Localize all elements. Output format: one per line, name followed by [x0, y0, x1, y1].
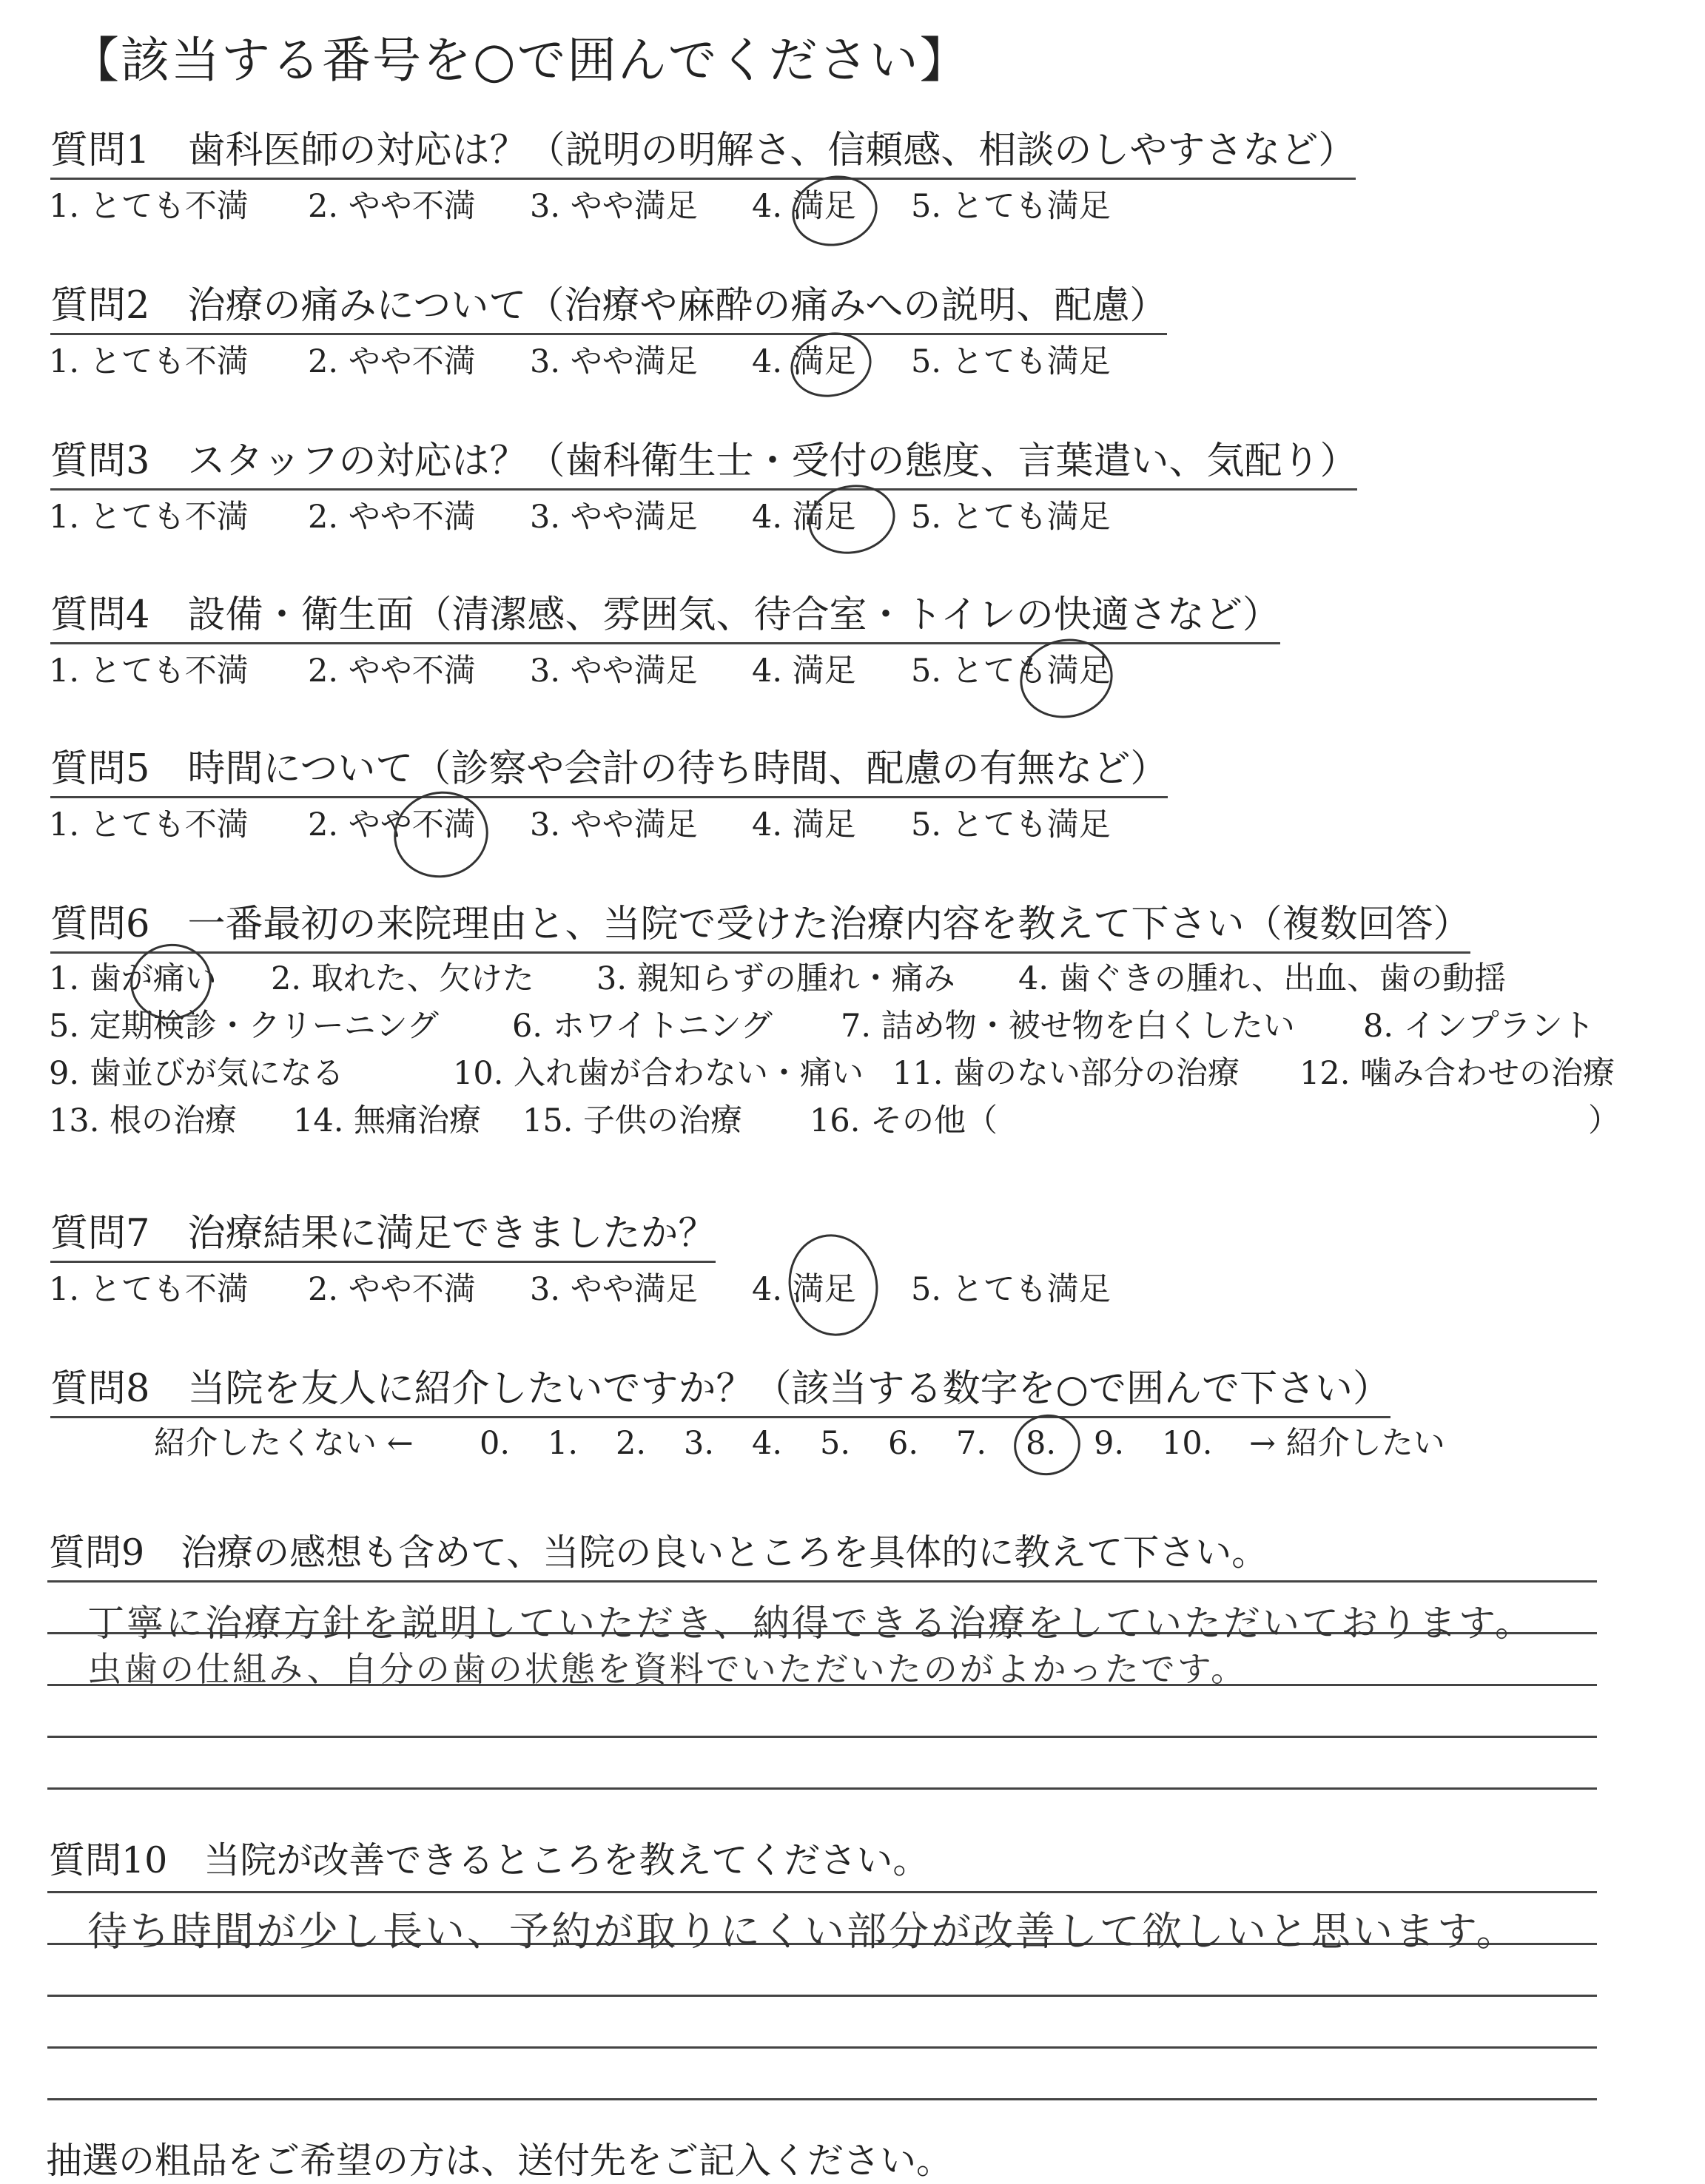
q7-option-3[interactable]: 3. やや満足 [530, 1271, 698, 1308]
q8-option-8[interactable]: 8. [1026, 1425, 1057, 1462]
q2-option-2[interactable]: 2. やや不満 [308, 343, 476, 380]
q10-answer-line-1[interactable]: 待ち時間が少し長い、予約が取りにくい部分が改善して欲しいと思います。 [87, 1908, 1519, 1955]
q6-option-5[interactable]: 5. 定期検診・クリーニング [49, 1008, 439, 1045]
q7-answer-circle [779, 1226, 887, 1344]
q6-option-3[interactable]: 3. 親知らずの腫れ・痛み [596, 960, 955, 997]
q6-option-2[interactable]: 2. 取れた、欠けた [271, 960, 534, 997]
q4-title: 質問4 設備・衛生面（清潔感、雰囲気、待合室・トイレの快適さなど） [50, 592, 1280, 644]
page-header: 【該当する番号を○で囲んでください】 [70, 32, 970, 89]
q5-option-1[interactable]: 1. とても不満 [49, 806, 249, 843]
q3-option-4[interactable]: 4. 満足 [752, 499, 856, 536]
q4-option-2[interactable]: 2. やや不満 [308, 653, 476, 690]
q6-options [49, 959, 1662, 1151]
q5-title: 質問5 時間について（診察や会計の待ち時間、配慮の有無など） [50, 746, 1168, 798]
q5-option-2[interactable]: 2. やや不満 [308, 806, 476, 843]
q4-option-1[interactable]: 1. とても不満 [49, 653, 249, 690]
q6-option-14[interactable]: 14. 無痛治療 [293, 1102, 482, 1139]
q7-title: 質問7 治療結果に満足できましたか？ [50, 1210, 716, 1263]
q6-option-11[interactable]: 11. 歯のない部分の治療 [892, 1055, 1240, 1092]
q8-option-5[interactable]: 5. [820, 1425, 851, 1462]
q6-option-1[interactable]: 1. 歯が痛い [49, 960, 217, 997]
q7-option-5[interactable]: 5. とても満足 [911, 1271, 1111, 1308]
footer-note: 抽選の粗品をご希望の方は、送付先をご記入ください。 [46, 2140, 953, 2182]
q1-answer-circle [785, 168, 884, 254]
q8-option-7[interactable]: 7. [956, 1425, 987, 1462]
q6-option-6[interactable]: 6. ホワイトニング [512, 1008, 773, 1045]
q8-option-3[interactable]: 3. [684, 1425, 715, 1462]
q3-options [49, 497, 1159, 539]
q9-answer-line-2[interactable]: 虫歯の仕組み、自分の歯の状態を資料でいただいたのがよかったです。 [87, 1649, 1248, 1689]
q4-answer-circle [1012, 630, 1120, 727]
q8-left-label: 紹介したくない ← [154, 1425, 414, 1462]
q3-option-1[interactable]: 1. とても不満 [49, 499, 249, 536]
q2-option-4[interactable]: 4. 満足 [752, 343, 856, 380]
q6-option-12[interactable]: 12. 噛み合わせの治療 [1299, 1055, 1615, 1092]
q6-option-13[interactable]: 13. 根の治療 [49, 1102, 238, 1139]
q3-option-3[interactable]: 3. やや満足 [530, 499, 698, 536]
q2-option-5[interactable]: 5. とても満足 [911, 343, 1111, 380]
q4-option-4[interactable]: 4. 満足 [752, 653, 856, 690]
q4-option-5[interactable]: 5. とても満足 [911, 653, 1111, 690]
q1-title: 質問1 歯科医師の対応は？（説明の明解さ、信頼感、相談のしやすさなど） [50, 127, 1356, 180]
q4-option-3[interactable]: 3. やや満足 [530, 653, 698, 690]
q4-options [49, 651, 1159, 692]
q5-option-5[interactable]: 5. とても満足 [911, 806, 1111, 843]
q8-scale [154, 1423, 1560, 1465]
q6-option-4[interactable]: 4. 歯ぐきの腫れ、出血、歯の動揺 [1018, 960, 1507, 997]
q10-line-5 [47, 2098, 1597, 2100]
q1-option-4[interactable]: 4. 満足 [752, 188, 856, 225]
q8-option-0[interactable]: 0. [480, 1425, 511, 1462]
q6-other-close-paren: ） [1588, 1102, 1620, 1139]
q9-title: 質問9 治療の感想も含めて、当院の良いところを具体的に教えて下さい。 [49, 1531, 1268, 1574]
q3-option-5[interactable]: 5. とても満足 [911, 499, 1111, 536]
q6-option-8[interactable]: 8. インプラント [1363, 1008, 1595, 1045]
q2-answer-circle [784, 326, 877, 405]
q10-title: 質問10 当院が改善できるところを教えてください。 [49, 1839, 929, 1881]
q1-option-3[interactable]: 3. やや満足 [530, 188, 698, 225]
q2-option-1[interactable]: 1. とても不満 [49, 343, 249, 380]
q2-option-3[interactable]: 3. やや満足 [530, 343, 698, 380]
q8-option-9[interactable]: 9. [1094, 1425, 1125, 1462]
q8-option-4[interactable]: 4. [752, 1425, 783, 1462]
q9-line-4 [47, 1736, 1597, 1738]
q10-line-4 [47, 2046, 1597, 2049]
q6-option-16[interactable]: 16. その他（ [810, 1102, 998, 1139]
q1-option-2[interactable]: 2. やや不満 [308, 188, 476, 225]
q10-line-3 [47, 1995, 1597, 1997]
q2-options [49, 342, 1159, 383]
q6-title: 質問6 一番最初の来院理由と、当院で受けた治療内容を教えて下さい（複数回答） [50, 901, 1470, 954]
q8-title: 質問8 当院を友人に紹介したいですか？（該当する数字を○で囲んで下さい） [50, 1366, 1390, 1418]
q8-option-10[interactable]: 10. [1162, 1425, 1213, 1462]
q5-options [49, 805, 1159, 846]
q5-option-3[interactable]: 3. やや満足 [530, 806, 698, 843]
q6-option-7[interactable]: 7. 詰め物・被せ物を白くしたい [841, 1008, 1295, 1045]
q3-title: 質問3 スタッフの対応は？（歯科衛生士・受付の態度、言葉遣い、気配り） [50, 438, 1357, 491]
q1-option-1[interactable]: 1. とても不満 [49, 188, 249, 225]
q8-option-2[interactable]: 2. [616, 1425, 647, 1462]
q5-option-4[interactable]: 4. 満足 [752, 806, 856, 843]
q8-right-label: → 紹介したい [1249, 1425, 1445, 1462]
q8-option-6[interactable]: 6. [888, 1425, 919, 1462]
q7-options [49, 1270, 1159, 1311]
q6-option-10[interactable]: 10. 入れ歯が合わない・痛い [453, 1055, 864, 1092]
q8-answer-circle [1008, 1409, 1086, 1482]
q9-answer-line-1[interactable]: 丁寧に治療方針を説明していただき、納得できる治療をしていただいております。 [87, 1602, 1534, 1645]
q9-line-1 [47, 1580, 1597, 1583]
q7-option-1[interactable]: 1. とても不満 [49, 1271, 249, 1308]
q6-option-15[interactable]: 15. 子供の治療 [522, 1102, 743, 1139]
q9-line-5 [47, 1787, 1597, 1790]
q7-option-4[interactable]: 4. 満足 [752, 1271, 856, 1308]
q1-options [49, 186, 1159, 228]
q3-option-2[interactable]: 2. やや不満 [308, 499, 476, 536]
q1-option-5[interactable]: 5. とても満足 [911, 188, 1111, 225]
q2-title: 質問2 治療の痛みについて（治療や麻酔の痛みへの説明、配慮） [50, 283, 1167, 335]
q7-option-2[interactable]: 2. やや不満 [308, 1271, 476, 1308]
q8-option-1[interactable]: 1. [548, 1425, 579, 1462]
q6-option-9[interactable]: 9. 歯並びが気になる [49, 1055, 344, 1092]
q10-line-1 [47, 1891, 1597, 1893]
